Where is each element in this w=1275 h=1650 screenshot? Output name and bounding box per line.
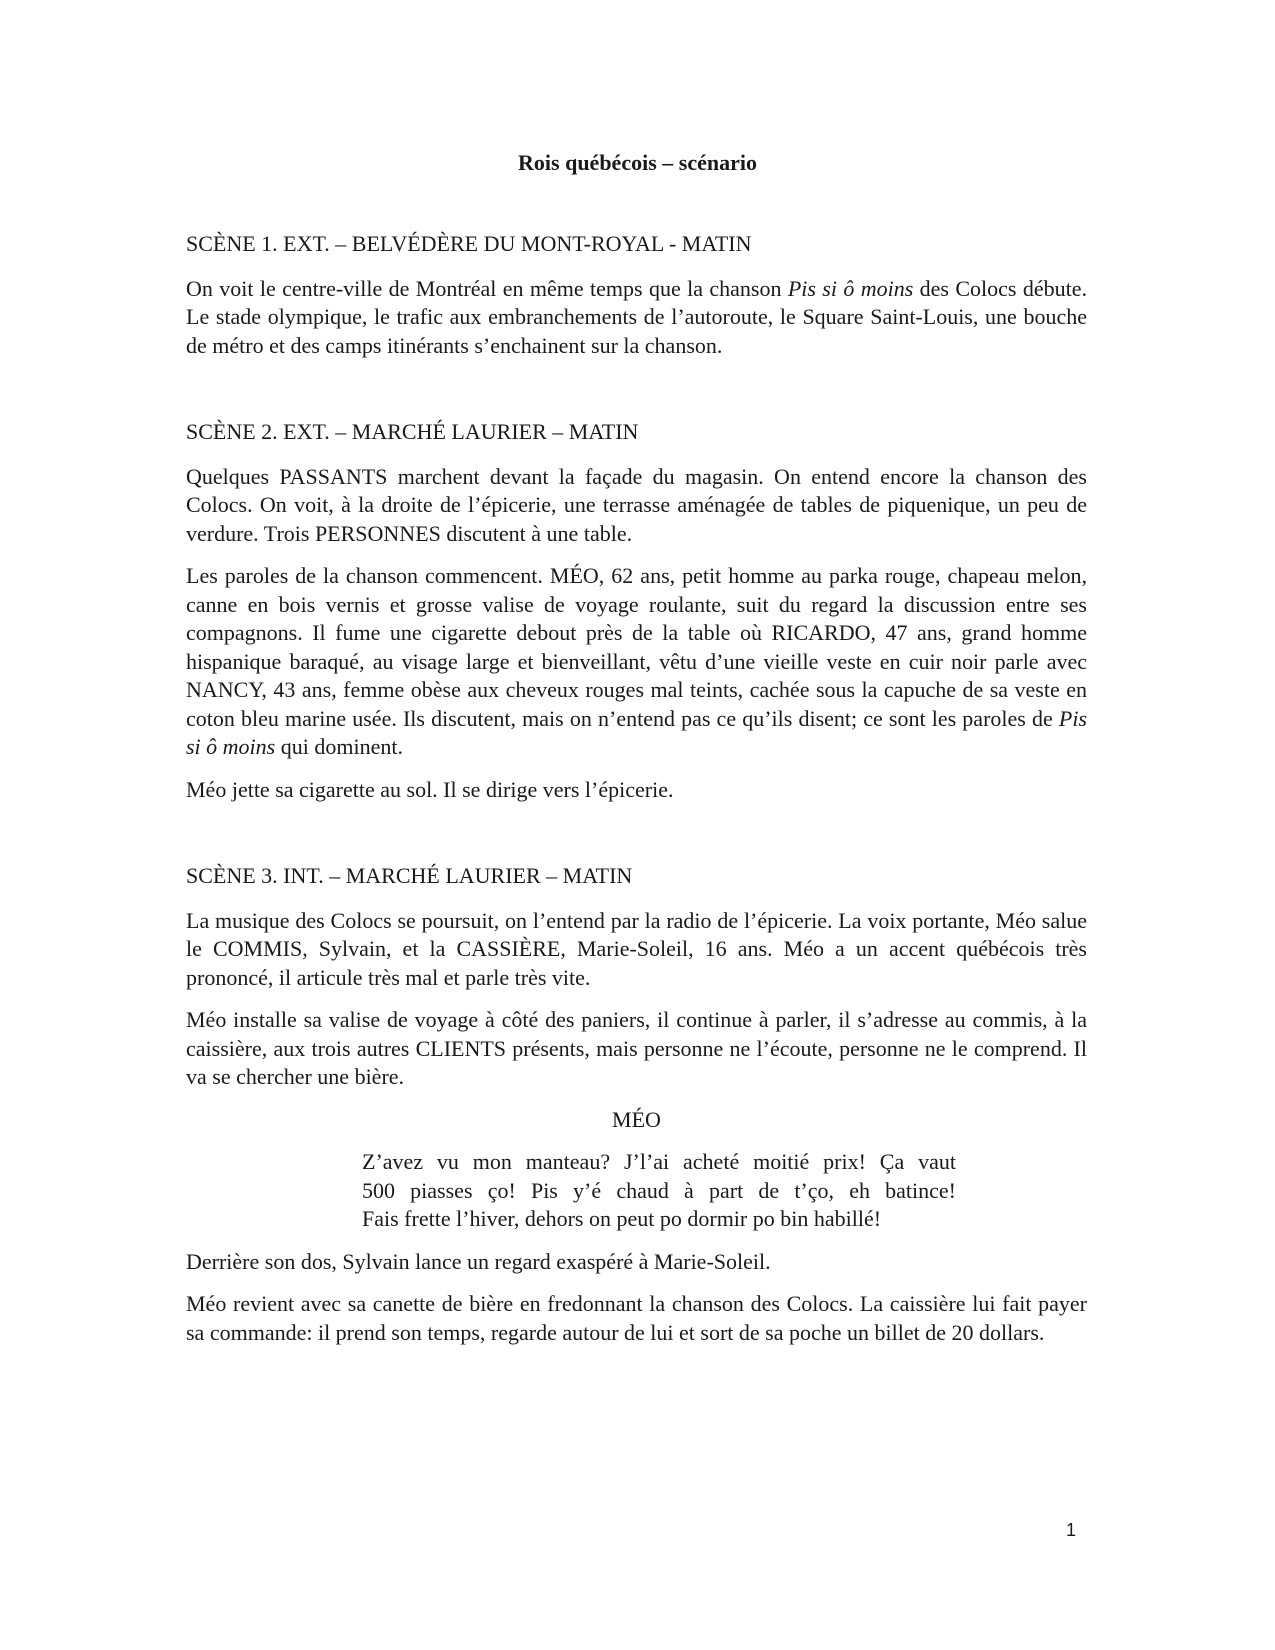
text-run: Les paroles de la chanson commencent. MÉO, 62 ans, petit homme au parka rouge, chapeau melon, canne en bois vernis et grosse valise de voyage roulante, suit du regard la discussion entre ses compagnons. Il fume une cigarette debout près de la table où RICARDO, 47 ans, grand homme hispanique baraqué, au visage large et bienveillant, vêtu d’une vieille veste en cuir noir parle avec NANCY, 43 ans, femme obèse aux cheveux rouges mal teints, cachée sous la capuche de sa veste en coton bleu marine usée. Ils discutent, mais on n’entend pas ce qu’ils disent; ce sont les paroles de — [186, 563, 1087, 731]
text-run: On voit le centre-ville de Montréal en même temps que la chanson — [186, 275, 788, 301]
scene-3-paragraph-4: Méo revient avec sa canette de bière en fredonnant la chanson des Colocs. La caissière lui fait payer sa commande: il prend son temps, regarde autour de lui et sort de sa poche un billet de 20 dollars. — [186, 1291, 1087, 1345]
script-body — [186, 230, 1087, 1361]
scene-3-paragraph-1: La musique des Colocs se poursuit, on l’entend par la radio de l’épicerie. La voix portante, Méo salue le COMMIS, Sylvain, et la CASSIÈRE, Marie-Soleil, 16 ans. Méo a un accent québécois très prononcé, il articule très mal et parle très vite. — [186, 907, 1087, 990]
scene-2-paragraph-1: Quelques PASSANTS marchent devant la façade du magasin. On entend encore la chanson des Colocs. On voit, à la droite de l’épicerie, une terrasse aménagée de tables de piquenique, un peu de verdure. Trois PERSONNES discutent à une table. — [186, 463, 1087, 546]
text-run: des Colocs débute. Le stade olympique, le trafic aux embranchements de l’autoroute, le Square Saint-Louis, une bouche de métro et des camps itinérants s’enchainent sur la chanson. — [186, 275, 1087, 358]
scene-2-paragraph-3: Méo jette sa cigarette au sol. Il se dirige vers l’épicerie. — [186, 776, 674, 802]
scene-3-heading: SCÈNE 3. INT. – MARCHÉ LAURIER – MATIN — [186, 863, 633, 888]
dialogue-line: 500 piasses ço! Pis y’é chaud à part de t’ço, eh batince! — [362, 1177, 956, 1203]
song-title: Pis si ô moins — [186, 705, 1087, 759]
text-run: qui dominent. — [275, 734, 403, 759]
character-name: MÉO — [612, 1106, 661, 1132]
scene-1-heading: SCÈNE 1. EXT. – BELVÉDÈRE DU MONT-ROYAL - MATIN — [186, 231, 752, 256]
dialogue-line: Z’avez vu mon manteau? J’l’ai acheté moitié prix! Ça vaut — [362, 1149, 956, 1174]
document-title: Rois québécois – scénario — [518, 150, 757, 175]
scene-1-paragraph-1 — [186, 275, 1087, 361]
scene-2-heading: SCÈNE 2. EXT. – MARCHÉ LAURIER – MATIN — [186, 419, 639, 444]
scene-3-paragraph-2: Méo installe sa valise de voyage à côté des paniers, il continue à parler, il s’adresse au commis, à la caissière, aux trois autres CLIENTS présents, mais personne ne l’écoute, personne ne le comprend. Il va se chercher une bière. — [186, 1007, 1087, 1089]
scene-gap — [186, 374, 1087, 418]
page-number: 1 — [1066, 1520, 1077, 1540]
scene-3-paragraph-3: Derrière son dos, Sylvain lance un regard exaspéré à Marie-Soleil. — [186, 1248, 771, 1274]
dialogue-line: Fais frette l’hiver, dehors on peut po dormir po bin habillé! — [362, 1206, 882, 1231]
scene-2-paragraph-2 — [186, 562, 1087, 762]
scene-gap — [186, 818, 1087, 862]
song-title: Pis si ô moins — [787, 275, 914, 301]
dialogue-block — [186, 1148, 956, 1234]
